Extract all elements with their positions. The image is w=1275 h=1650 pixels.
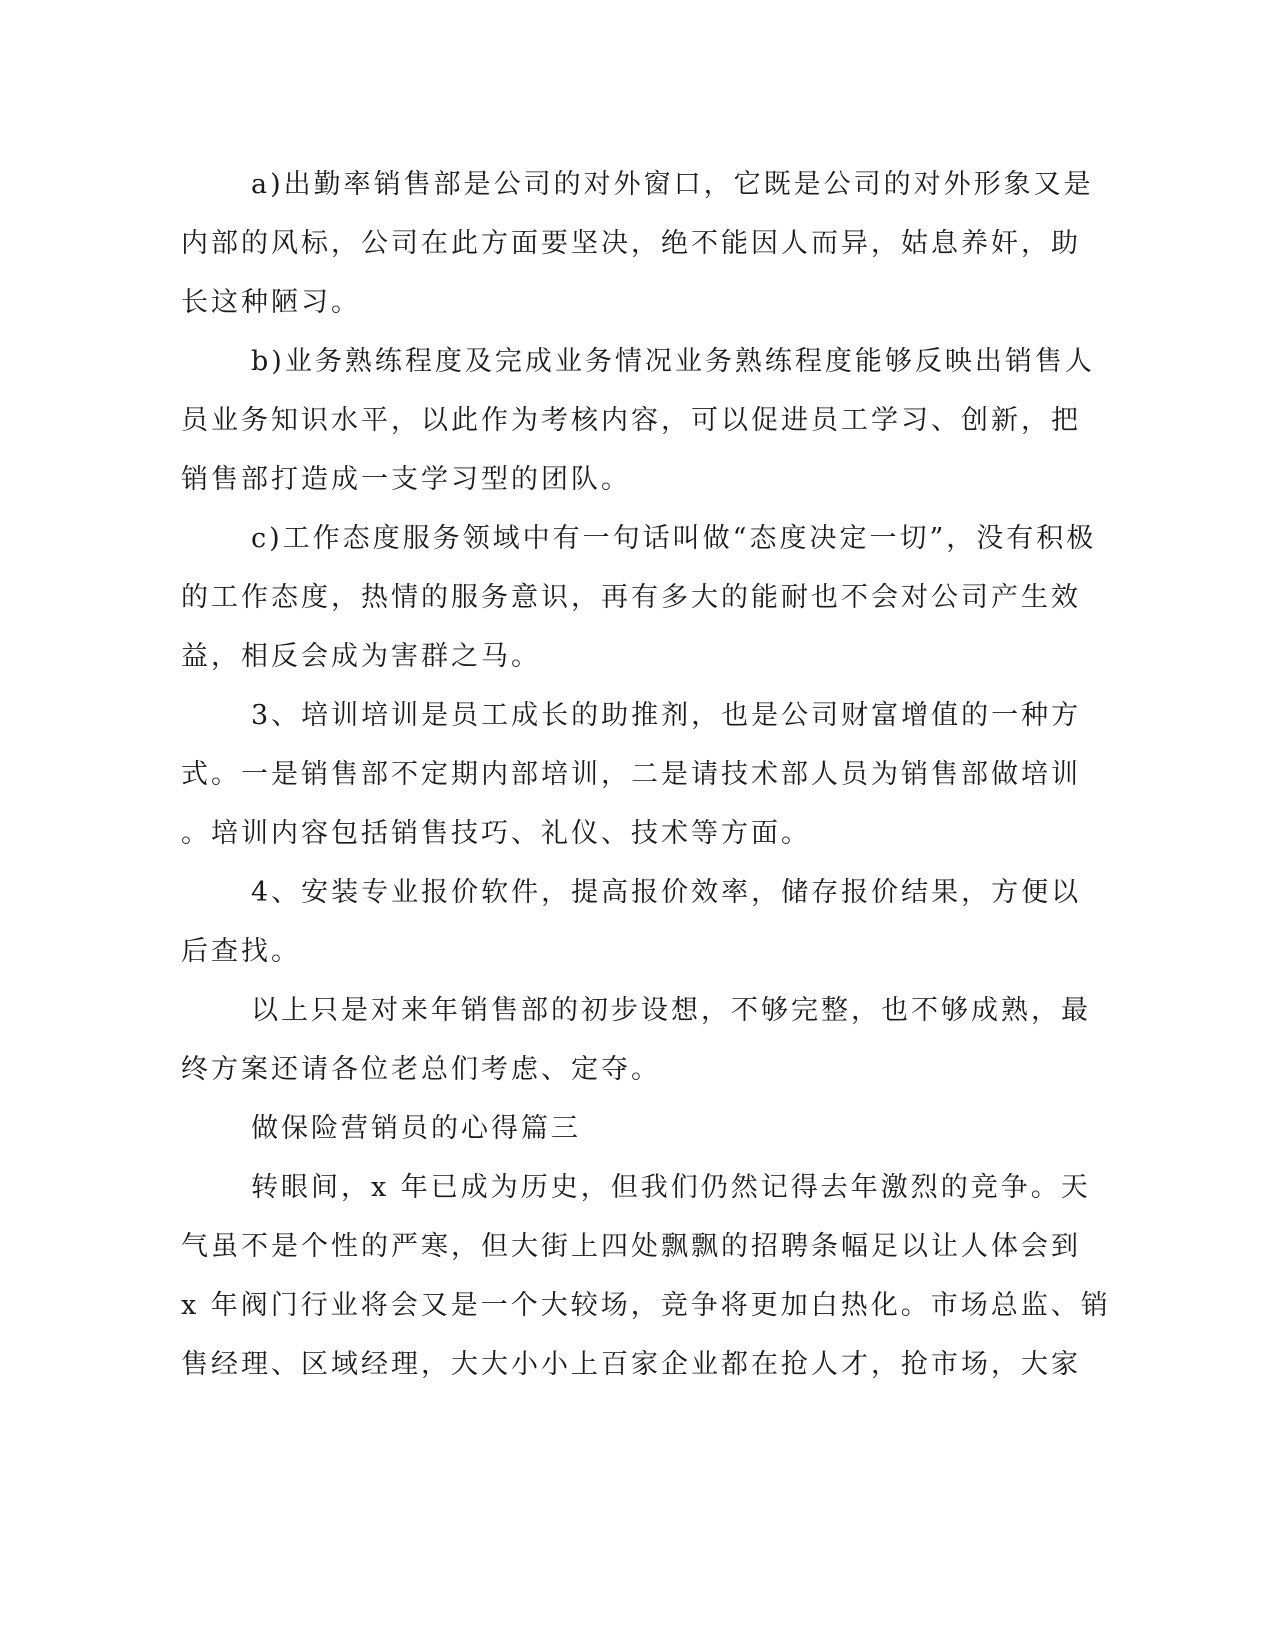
text-line: 气虽不是个性的严寒，但大街上四处飘飘的招聘条幅足以让人体会到 (181, 1231, 1081, 1262)
text-line: 员业务知识水平，以此作为考核内容，可以促进员工学习、创新，把 (181, 405, 1081, 436)
text-line: 。培训内容包括销售技巧、礼仪、技术等方面。 (181, 818, 811, 849)
text-line: 终方案还请各位老总们考虑、定夺。 (181, 1054, 661, 1085)
text-line: a)出勤率销售部是公司的对外窗口，它既是公司的对外形象又是 (251, 169, 1094, 200)
text-line: 益，相反会成为害群之马。 (181, 641, 541, 672)
text-line: 销售部打造成一支学习型的团队。 (181, 464, 631, 495)
text-line: 后查找。 (181, 936, 301, 967)
document-body (181, 155, 1111, 1394)
text-line: 转眼间，x 年已成为历史，但我们仍然记得去年激烈的竞争。天 (251, 1172, 1091, 1203)
text-line: x 年阀门行业将会又是一个大较场，竞争将更加白热化。市场总监、销 (181, 1290, 1111, 1321)
section-heading: 做保险营销员的心得篇三 (251, 1113, 581, 1144)
text-line: b)业务熟练程度及完成业务情况业务熟练程度能够反映出销售人 (251, 346, 1095, 377)
text-line: 式。一是销售部不定期内部培训，二是请技术部人员为销售部做培训 (181, 759, 1081, 790)
text-line: 售经理、区域经理，大大小小上百家企业都在抢人才，抢市场，大家 (181, 1349, 1081, 1380)
text-line: c)工作态度服务领域中有一句话叫做“态度决定一切”，没有积极 (251, 523, 1097, 554)
text-line: 内部的风标，公司在此方面要坚决，绝不能因人而异，姑息养奸，助 (181, 228, 1081, 259)
text-line: 3、培训培训是员工成长的助推剂，也是公司财富增值的一种方 (251, 700, 1082, 731)
text-line: 的工作态度，热情的服务意识，再有多大的能耐也不会对公司产生效 (181, 582, 1081, 613)
text-line: 以上只是对来年销售部的初步设想，不够完整，也不够成熟，最 (251, 995, 1091, 1026)
text-line: 4、安装专业报价软件，提高报价效率，储存报价结果，方便以 (251, 877, 1082, 908)
text-line: 长这种陋习。 (181, 287, 361, 318)
